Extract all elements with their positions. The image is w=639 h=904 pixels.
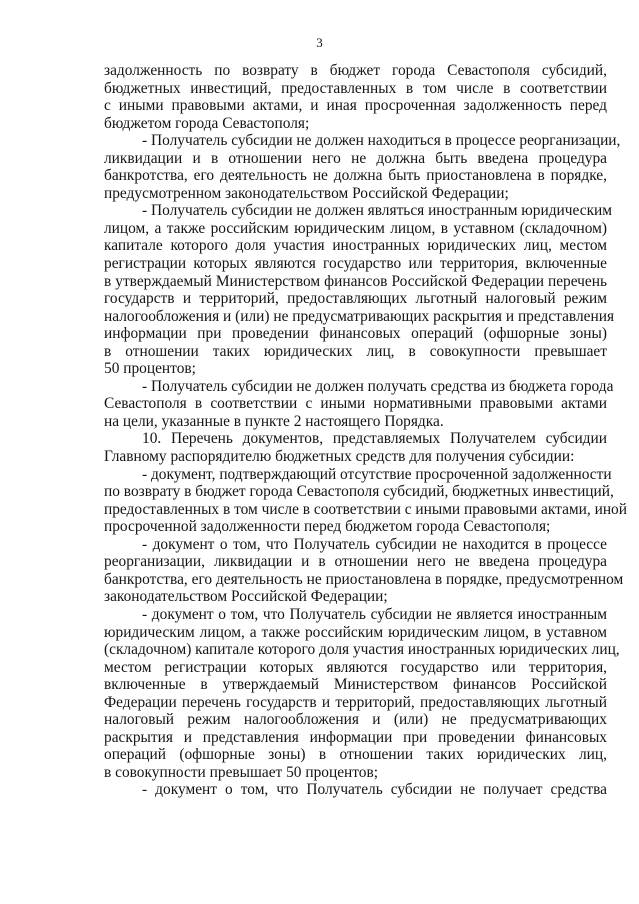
text-line: налогообложения и (или) не предусматривающих раскрытия и представления — [104, 307, 615, 325]
text-line: - Получатель субсидии не должен находиться в процессе реорганизации, — [142, 132, 621, 150]
text-line: Севастополя в соответствии с иными нормативными правовыми актами — [104, 395, 607, 413]
text-line: Главному распорядителю бюджетных средств для получения субсидии: — [104, 448, 575, 466]
text-line: законодательством Российской Федерации; — [104, 588, 388, 606]
text-line: бюджетных инвестиций, предоставленных в том числе в соответствии — [104, 79, 607, 97]
text-line: информации при проведении финансовых операций (офшорные зоны) — [104, 325, 607, 343]
text-line: банкротства, его деятельность не должна быть приостановлена в порядке, — [104, 167, 607, 185]
text-line: просроченной задолженности перед бюджетом города Севастополя; — [104, 518, 551, 536]
text-line: - Получатель субсидии не должен являться иностранным юридическим — [142, 202, 613, 220]
text-line: - Получатель субсидии не должен получать средства из бюджета города — [142, 377, 614, 395]
text-line: предоставленных в том числе в соответствии с иными правовыми актами, иной — [104, 500, 627, 518]
document-body — [104, 62, 627, 799]
text-line: включенные в утверждаемый Министерством финансов Российской — [104, 676, 607, 694]
text-line: по возврату в бюджет города Севастополя субсидий, бюджетных инвестиций, — [104, 483, 614, 501]
page-number: 3 — [316, 35, 323, 50]
text-line: банкротства, его деятельность не приостановлена в порядке, предусмотренном — [104, 570, 624, 588]
text-line: предусмотренном законодательством Российской Федерации; — [104, 184, 509, 202]
text-line: в совокупности превышает 50 процентов; — [104, 763, 379, 781]
text-line: Федерации перечень государств и территорий, предоставляющих льготный — [104, 693, 607, 711]
text-line: - документ о том, что Получатель субсидии не получает средства — [142, 781, 607, 799]
text-line: государств и территорий, предоставляющих льготный налоговый режим — [104, 290, 607, 308]
text-line: реорганизации, ликвидации и в отношении него не введена процедура — [104, 553, 607, 571]
text-line: капитале которого доля участия иностранных юридических лиц, местом — [104, 237, 607, 255]
text-line: - документ о том, что Получатель субсидии не находится в процессе — [142, 535, 607, 553]
text-line: задолженность по возврату в бюджет города Севастополя субсидий, — [104, 62, 607, 79]
text-line: 50 процентов; — [104, 360, 196, 378]
text-line: раскрытия и представления информации при проведении финансовых — [104, 728, 607, 746]
text-line: (складочном) капитале которого доля участия иностранных юридических лиц, — [104, 641, 620, 659]
text-line: в отношении таких юридических лиц, в совокупности превышает — [104, 342, 607, 360]
text-line: юридическим лицом, а также российским юридическим лицом, в уставном — [104, 623, 607, 641]
text-line: 10. Перечень документов, представляемых Получателем субсидии — [142, 430, 607, 448]
text-line: налоговый режим налогообложения и (или) не предусматривающих — [104, 711, 607, 729]
text-line: бюджетом города Севастополя; — [104, 114, 310, 132]
text-line: с иными правовыми актами, и иная просроченная задолженность перед — [104, 97, 607, 115]
text-line: местом регистрации которых являются государство или территория, — [104, 658, 607, 676]
text-line: операций (офшорные зоны) в отношении таких юридических лиц, — [104, 746, 607, 764]
text-line: на цели, указанные в пункте 2 настоящего Порядка. — [104, 412, 444, 430]
text-line: регистрации которых являются государство или территория, включенные — [104, 255, 607, 273]
text-line: - документ о том, что Получатель субсидии не является иностранным — [142, 605, 607, 623]
text-line: в утверждаемый Министерством финансов Российской Федерации перечень — [104, 272, 607, 290]
text-line: ликвидации и в отношении него не должна быть введена процедура — [104, 149, 607, 167]
text-line: лицом, а также российским юридическим лицом, в уставном (складочном) — [104, 219, 607, 237]
text-line: - документ, подтверждающий отсутствие просроченной задолженности — [142, 465, 612, 483]
